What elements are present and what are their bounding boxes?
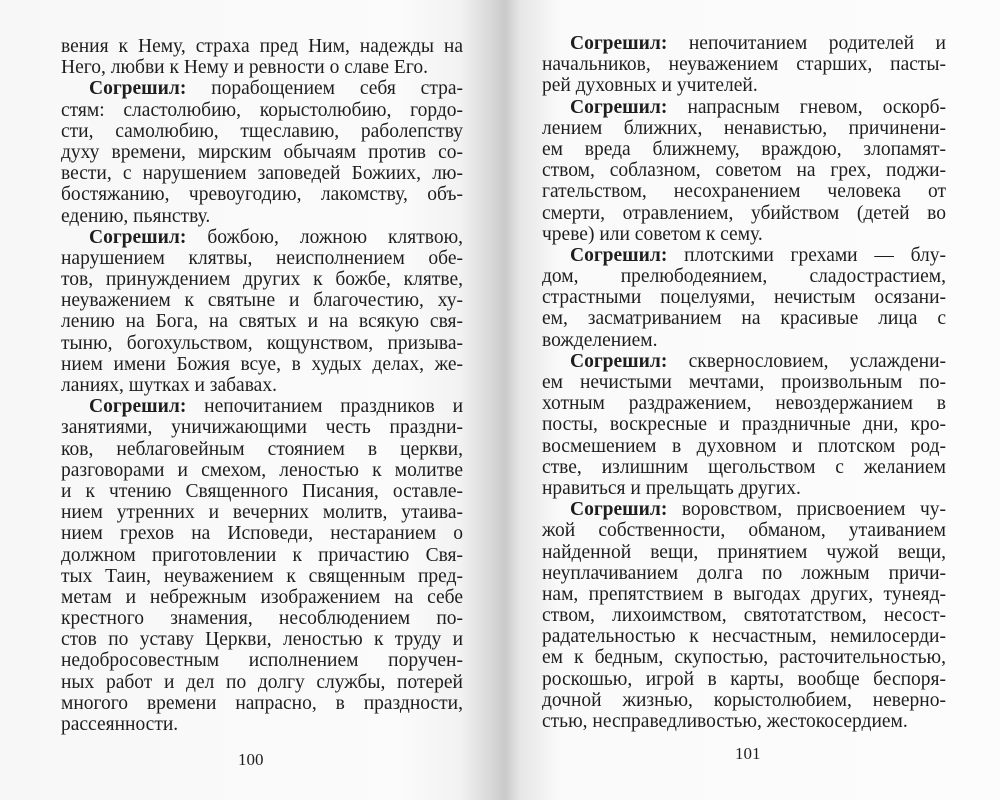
text-line bbox=[542, 690, 946, 711]
text-line bbox=[61, 629, 463, 650]
text-line bbox=[542, 626, 946, 647]
text-line bbox=[542, 54, 946, 75]
line-text: чреве) или советом к сему. bbox=[542, 223, 763, 245]
paragraph bbox=[542, 351, 946, 499]
line-text: ков, неблаговейным стоянием в церкви, bbox=[61, 438, 463, 460]
paragraph-lead: Согрешил: bbox=[570, 350, 668, 372]
text-line bbox=[61, 396, 463, 417]
line-text: стям: сластолюбию, корыстолюбию, гордо- bbox=[61, 99, 463, 121]
text-line bbox=[61, 248, 463, 269]
paragraph bbox=[61, 227, 463, 397]
line-text: хотным раздражением, невоздержанием в bbox=[542, 393, 946, 415]
text-line bbox=[542, 499, 946, 520]
page-number-left: 100 bbox=[238, 750, 264, 769]
text-line bbox=[542, 181, 946, 202]
paragraph-lead: Согрешил: bbox=[89, 396, 187, 418]
text-line bbox=[61, 417, 463, 438]
line-text: смерти, отравлением, убийством (детей во bbox=[542, 202, 946, 224]
text-line bbox=[542, 414, 946, 435]
line-text: воровством, присвоением чу- bbox=[681, 499, 946, 521]
text-line bbox=[61, 100, 463, 121]
line-text: метам и небрежным изображением на себе bbox=[61, 586, 463, 608]
text-line bbox=[542, 266, 946, 287]
line-text: нием утренних и вечерних молитв, утаива- bbox=[61, 502, 463, 524]
line-text: нарушением клятвы, неисполнением обе- bbox=[61, 247, 463, 269]
paragraph-lead: Согрешил: bbox=[89, 226, 187, 248]
text-line bbox=[61, 333, 463, 354]
left-page-text bbox=[61, 36, 463, 735]
line-text: духу времени, мирским обычаям против со- bbox=[61, 141, 463, 163]
text-line bbox=[61, 290, 463, 311]
text-line bbox=[542, 287, 946, 308]
line-text: крестного знамения, несоблюдением по- bbox=[61, 608, 463, 630]
text-line bbox=[542, 669, 946, 690]
line-text: дом, прелюбодеянием, сладострастием, bbox=[542, 266, 946, 288]
line-text: Него, любви к Нему и ревности о славе Его. bbox=[61, 57, 428, 79]
text-line bbox=[542, 647, 946, 668]
text-line bbox=[542, 308, 946, 329]
line-text: неуважением к святыне и благочестию, ху- bbox=[61, 290, 463, 312]
line-text: сти, самолюбию, тщеславию, раболепству bbox=[61, 120, 463, 142]
line-text: непочитанием праздников и bbox=[204, 396, 464, 418]
line-text: лению на Бога, на святых и на всякую свя- bbox=[61, 311, 463, 333]
line-text: рассеянности. bbox=[61, 714, 179, 735]
line-text: ем, засматриванием на красивые лица с bbox=[542, 308, 946, 330]
line-text: восмешением в духовном и плотском род- bbox=[542, 435, 946, 457]
line-text: радательностью к несчастным, немилосерди- bbox=[542, 626, 946, 648]
line-text: начальников, неуважением старших, пасты- bbox=[542, 54, 946, 76]
text-line bbox=[542, 520, 946, 541]
line-text: занятиями, уничижающими честь праздни- bbox=[61, 417, 463, 439]
text-line bbox=[542, 224, 946, 245]
line-text: сквернословием, услаждени- bbox=[688, 350, 947, 372]
text-line bbox=[542, 97, 946, 118]
text-line bbox=[61, 523, 463, 544]
text-line bbox=[61, 714, 463, 735]
text-line bbox=[61, 481, 463, 502]
paragraph-lead: Согрешил: bbox=[570, 244, 668, 266]
text-line bbox=[542, 457, 946, 478]
paragraph bbox=[542, 97, 946, 245]
text-line bbox=[61, 163, 463, 184]
text-line bbox=[61, 439, 463, 460]
paragraph-lead: Согрешил: bbox=[570, 33, 668, 54]
text-line bbox=[61, 206, 463, 227]
line-text: гательством, несохранением человека от bbox=[542, 181, 946, 203]
line-text: страстными поцелуями, нечистым осязани- bbox=[542, 287, 946, 309]
line-text: едению, пьянству. bbox=[61, 205, 211, 227]
paragraph bbox=[61, 36, 463, 78]
line-text: ных работ и дел по долгу службы, потерей bbox=[61, 671, 463, 693]
line-text: тов, принуждением других к божбе, клятве, bbox=[61, 269, 463, 291]
paragraph-lead: Согрешил: bbox=[570, 499, 668, 521]
text-line bbox=[61, 608, 463, 629]
text-line bbox=[542, 75, 946, 96]
paragraph bbox=[542, 33, 946, 97]
line-text: вести, с нарушением заповедей Божиих, лю- bbox=[61, 163, 463, 185]
paragraph-lead: Согрешил: bbox=[89, 78, 187, 100]
line-text: тыню, богохульством, кощунством, призыва- bbox=[61, 332, 463, 354]
right-page-text bbox=[542, 33, 946, 732]
line-text: непочитанием родителей и bbox=[688, 33, 946, 54]
line-text: нравиться и прельщать других. bbox=[542, 477, 801, 499]
line-text: рей духовных и учителей. bbox=[542, 75, 758, 97]
text-line bbox=[542, 351, 946, 372]
text-line bbox=[542, 436, 946, 457]
text-line bbox=[61, 142, 463, 163]
line-text: нам, препятствием в выгодах других, тунеяд- bbox=[542, 583, 946, 605]
line-text: ем вреда ближнему, враждою, злопамят- bbox=[542, 138, 946, 160]
line-text: вожделением. bbox=[542, 329, 658, 351]
text-line bbox=[61, 375, 463, 396]
line-text: ством, лихоимством, святотатством, несост- bbox=[542, 605, 946, 627]
text-line bbox=[61, 311, 463, 332]
page-number-right: 101 bbox=[735, 744, 761, 763]
line-text: дочной жизнью, корыстолюбием, неверно- bbox=[542, 689, 946, 711]
text-line bbox=[542, 605, 946, 626]
line-text: напрасным гневом, оскорб- bbox=[687, 96, 946, 118]
text-line bbox=[542, 118, 946, 139]
line-text: бостяжанию, чревоугодию, лакомству, объ- bbox=[61, 184, 463, 206]
text-line bbox=[61, 566, 463, 587]
line-text: посты, воскресные и праздничные дни, кро- bbox=[542, 414, 946, 436]
text-line bbox=[61, 36, 463, 57]
paragraph bbox=[61, 396, 463, 735]
paragraph-lead: Согрешил: bbox=[570, 96, 668, 118]
text-line bbox=[542, 33, 946, 54]
text-line bbox=[542, 330, 946, 351]
text-line bbox=[61, 650, 463, 671]
line-text: ем нечистыми мечтами, произвольным по- bbox=[542, 372, 946, 393]
text-line bbox=[61, 184, 463, 205]
text-line bbox=[61, 354, 463, 375]
text-line bbox=[542, 542, 946, 563]
line-text: найденной вещи, принятием чужой вещи, bbox=[542, 541, 946, 563]
line-text: должном приготовлении к причастию Свя- bbox=[61, 544, 463, 566]
text-line bbox=[542, 160, 946, 181]
line-text: плотскими грехами — блу- bbox=[684, 244, 946, 266]
text-line bbox=[61, 502, 463, 523]
line-text: вения к Нему, страха пред Ним, надежды на bbox=[61, 36, 463, 57]
text-line bbox=[61, 57, 463, 78]
line-text: стов по уставу Церкви, леностью к труду и bbox=[61, 629, 463, 651]
line-text: тых Таин, неуважением к священным пред- bbox=[61, 565, 463, 587]
text-line bbox=[61, 78, 463, 99]
line-text: нием имени Божия всуе, в худых делах, же- bbox=[61, 353, 463, 375]
text-line bbox=[61, 672, 463, 693]
text-line bbox=[61, 545, 463, 566]
text-line bbox=[542, 584, 946, 605]
text-line bbox=[542, 711, 946, 732]
paragraph bbox=[542, 499, 946, 732]
line-text: ством, соблазном, советом на грех, поджи- bbox=[542, 160, 946, 182]
text-line bbox=[542, 245, 946, 266]
text-line bbox=[542, 203, 946, 224]
line-text: ланиях, шутках и забавах. bbox=[61, 375, 277, 396]
line-text: роскошью, игрой в карты, вообще беспоря- bbox=[542, 668, 946, 690]
text-line bbox=[542, 139, 946, 160]
paragraph bbox=[61, 78, 463, 226]
line-text: божбою, ложною клятвою, bbox=[207, 226, 464, 248]
text-line bbox=[61, 587, 463, 608]
line-text: и к чтению Священного Писания, оставле- bbox=[61, 480, 463, 502]
text-line bbox=[61, 460, 463, 481]
line-text: стве, излишним щегольством с желанием bbox=[542, 456, 946, 478]
line-text: ем к бедным, скупостью, расточительностью, bbox=[542, 647, 946, 669]
line-text: порабощением себя стра- bbox=[211, 78, 463, 100]
text-line bbox=[61, 269, 463, 290]
text-line bbox=[542, 563, 946, 584]
line-text: неуплачиванием долга по ложным причи- bbox=[542, 562, 946, 584]
line-text: разговорами и смехом, леностью к молитве bbox=[61, 459, 463, 481]
line-text: недобросовестным исполнением поручен- bbox=[61, 650, 463, 672]
text-line bbox=[61, 121, 463, 142]
text-line bbox=[542, 393, 946, 414]
paragraph bbox=[542, 245, 946, 351]
text-line bbox=[61, 693, 463, 714]
line-text: многого времени напрасно, в праздности, bbox=[61, 692, 463, 714]
text-line bbox=[542, 372, 946, 393]
line-text: нием грехов на Исповеди, нестаранием о bbox=[61, 523, 463, 545]
text-line bbox=[61, 227, 463, 248]
line-text: стью, несправедливостью, жестокосердием. bbox=[542, 711, 908, 732]
text-line bbox=[542, 478, 946, 499]
line-text: жой собственности, обманом, утаиванием bbox=[542, 520, 946, 542]
line-text: лением ближних, ненавистью, причинени- bbox=[542, 117, 946, 139]
